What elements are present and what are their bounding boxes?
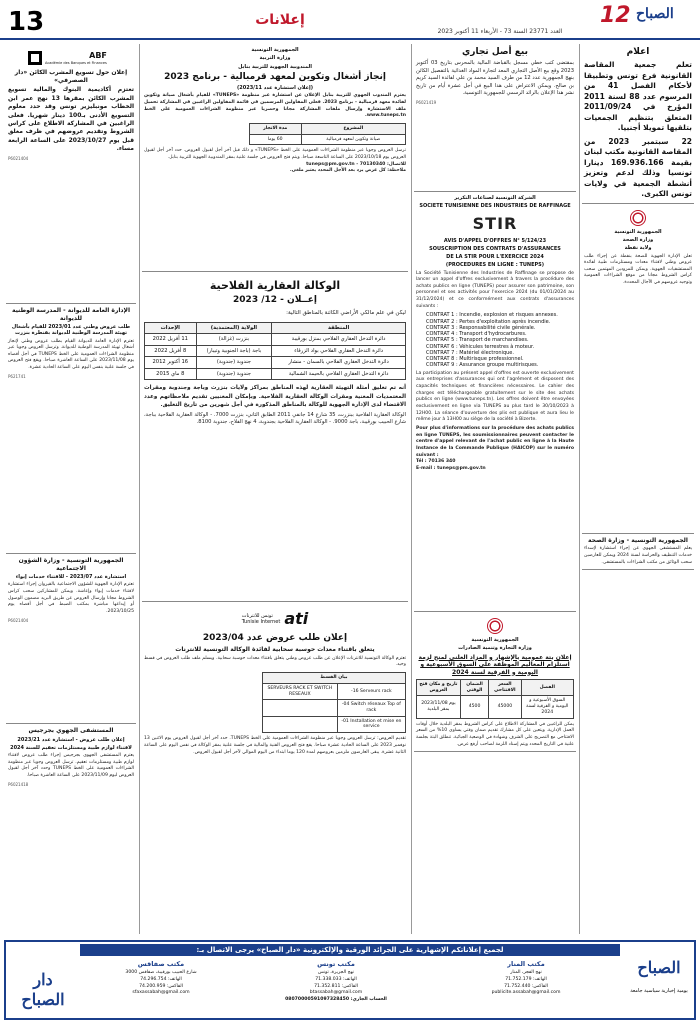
table-cell: -16 Serveurs rack: [337, 683, 405, 699]
table-cell: [262, 700, 337, 716]
ad-line-1: الجمهورية التونسية: [251, 47, 299, 53]
zones-table: [144, 322, 406, 381]
table-header: الفصل: [521, 680, 573, 696]
ad-body: تعتزم أكاديمية البنوك والمالية تسويغ المشرب الكائن بمقرها 13 نهج عمر ابن الخطاب مونبليزير تونس وقد حدد معلوم التسويغ الأدنى بـ100 دينار شهريا. فعلى الراغبين في المشاركة الاطلاع على كراس الشروط وتقديم عروضهم في ظرف مغلق قبل يوم 2023/10/27 على الساعة الرابعة مساء.: [8, 86, 135, 153]
ad-body: أنه تم تعليق أمثلة التهيئة العقارية لهذه المناطق بمراكز ولايات بنزرت وباجة وجندوبة ومقرات المعتمديات المعنية ومقرات الوكالة العقارية الفلاحية. وبإمكان المعنيين تقديم ملاحظاتهم وعدد الاقتضاء لدى الإدارة الجهوية للوكالة بالمناطق المذكورة في أجل شهرين من تاريخ التعليق.: [144, 385, 406, 408]
ad-reference: P6021418: [8, 781, 29, 787]
bank-account: الحساب الجاري: 08070000591097328450: [285, 997, 387, 1003]
emblem-icon: [487, 618, 503, 634]
abf-logo: [28, 51, 134, 65]
table-row: [262, 716, 405, 732]
table-cell: -01 Installation et mise en service: [337, 716, 405, 732]
office-lines: [246, 970, 426, 998]
ad-ministry: وزارة التجارة وتنمية الصادرات: [458, 645, 532, 652]
table-cell: بنزرت (غزالة): [196, 334, 272, 346]
table-cell: دائرة التدخل العقاري الفلاحي بالسمان - منشار: [272, 357, 406, 369]
ati-name-fr: Tunisie Internet: [241, 619, 281, 625]
emblem-icon: [630, 210, 646, 226]
stir-subtitle-2: DE LA STIR POUR L'EXERCICE 2024: [446, 254, 544, 260]
table-cell: جندوبة (جندوبة): [196, 357, 272, 369]
stir-subtitle-3: (PROCEDURES EN LIGNE : TUNEPS): [445, 262, 545, 269]
table-header: مدة الانجاز: [249, 123, 301, 134]
lot-table-header: بيان القسط: [262, 673, 405, 684]
ad-title: إنجاز أشغال وتكوين لمعهد قرمبالية - برنامج 2023: [164, 71, 386, 82]
center-main-column: [142, 44, 408, 934]
ad-contact-footer: [4, 940, 696, 1020]
table-cell: [262, 716, 337, 732]
office-line: الهاتف: 74.296.754: [140, 976, 182, 982]
ati-name-ar: تونس للانترنات: [241, 612, 273, 619]
table-header: تاريخ و مكان فتح العروض: [417, 680, 461, 696]
stir-logo-text: STIR: [472, 213, 518, 233]
office-line: sfaxassabah@gmail.com: [132, 990, 190, 996]
table-row: [262, 683, 405, 699]
ad-hospital-consult: [582, 534, 694, 570]
office-lines: [436, 970, 616, 998]
ad-land-agency: [142, 272, 408, 602]
ad-social-affairs: [6, 554, 136, 724]
ad-body: تعتزم الإدارة العامة للديوانة القيام بطلب عروض وطني لإنجاز أشغال تهيئة المدرسة الوطنية للديوانة. وترسل العروض وجوبا عبر منظومة الشراءات العمومية على الخط TUNEPS في أجل أقصاه يوم 2023/11/08 على الساعة العاشرة صباحا. ويقع فتح العروض في جلسة علنية بنفس اليوم على الساعة الحادية عشرة.: [8, 338, 135, 371]
office-line: الفاكس: 71.752.440: [504, 983, 548, 989]
page-number: 13: [8, 7, 45, 37]
ad-subtitle-2: لاقتناء لوازم طبية ومستلزمات تعقيم للسنة 2024: [10, 744, 132, 751]
footer-logo-left: [10, 956, 76, 1016]
ad-education-works: [142, 44, 408, 272]
ad-body: تعتزم الإدارة الجهوية للشؤون الاجتماعية بالقيروان إجراء استشارة لاقتناء خدمات إيواء وإعاشة. ويمكن للمشاركين سحب كراس الشروط مجانا وإرسال العروض عن طريق البريد مضمون الوصول أو إيداعها مباشرة بمكتب الضبط في أجل أقصاه يوم 2023/10/25.: [8, 582, 134, 614]
ad-contact: للاتصال: 70130340 - tuneps@pm.gov.tn: [306, 161, 406, 167]
stir-contract-list: [426, 312, 574, 368]
ad-title: إعلان حول تسويغ المشرب الكائن «دار الصصرفي»: [14, 69, 128, 84]
contract-item: CONTRAT 7 : Matériel électronique.: [426, 349, 514, 356]
table-cell: 16 أكتوبر 2012: [145, 357, 197, 369]
ad-subtitle: إعلان طلب عروض - استشارة عدد 2023/21: [17, 736, 125, 743]
table-row: [262, 700, 405, 716]
office-name: مكتب صفاقس: [137, 960, 185, 968]
ad-notice-funding: [582, 44, 694, 204]
office-line: btassabah@gmail.com: [309, 990, 363, 996]
ad-emblem-label: الجمهورية التونسية: [471, 637, 519, 643]
table-cell: -04 Switch réseaux Top of rack: [337, 700, 405, 716]
office-line: الفاكس: 71.352.811: [314, 983, 358, 989]
ad-subtitle: استشارة عدد 2023/07 - للاقتناء خدمات إيواء: [15, 574, 127, 580]
stir-contact-label: Pour plus d'informations sur la procédure des achats publics en ligne TUNEPS, les soumissionnaires peuvent contacter le centre d'appel relevant de l'achat public en ligne à la Haute Instance de la Commande Publique (HAICOP) sur le numéro suivant :: [416, 425, 574, 458]
contract-item: CONTRAT 1 : Incendie, explosion et risques annexes.: [426, 312, 558, 319]
ad-title: الجمهورية التونسية - وزارة الشؤون الاجتماعية: [18, 557, 124, 572]
abf-logo-icon: [28, 51, 42, 65]
stir-company-ar: الشركة التونسية لصناعات التكرير: [454, 195, 536, 201]
ad-health-tender: [582, 204, 694, 534]
table-cell: 60 يوما: [249, 134, 301, 145]
ad-subtitle: يتعلق باقتناء معدات حوسبة سحابية لفائدة الوكالة التونسية للانترنات: [175, 646, 375, 654]
ad-subtitle: (إعلان استشارة عدد 2023/11): [236, 85, 314, 91]
lot-table: [262, 672, 406, 733]
footer-logo-right: [624, 946, 694, 1016]
table-header: الولاية (المعتمدية): [196, 322, 272, 334]
ad-reference: P6021419: [416, 99, 437, 105]
abf-logo-text: ABF: [89, 51, 107, 60]
office-line: شارع الحبيب بورقيبة، صفاقس 3000: [125, 969, 197, 975]
office-lines: [86, 970, 236, 998]
ad-ministry: وزارة الصحة: [622, 237, 654, 243]
table-cell: دائرة التدخل العقاري الفلاحي بمنزل بورقيبة: [272, 334, 406, 346]
ad-body-2: 22 سبتمبر 2023 من المقاصة القانونية مكتب لبنان بقيمة 169.936.166 دينارا تونسيا وذلك لدعم وتعزيز أنشطة الجمعية في ولايات تونس الكبرى.: [584, 136, 692, 199]
ad-stir-tender: [414, 192, 576, 612]
table-cell: 8 ماي 2015: [145, 368, 197, 380]
table-row: [145, 345, 406, 357]
ad-title: الوكالة العقارية الفلاحية: [209, 279, 341, 292]
office-sfax: [86, 960, 236, 1018]
ati-logo-text: ati: [284, 609, 309, 628]
stir-tel: Tél : 70136 340: [416, 459, 456, 465]
ad-body: يمكن للراغبين في المشاركة الاطلاع على كراس الشروط بمقر البلدية خلال أوقات العمل الإدارية. ويتعين على كل مشارك تقديم ضمان وقتي يساوي 10% من السعر الافتتاحي مع التصريح على الشرف وشهادة في الوضعية الجبائية. تنطلق البتة بجلسة علنية في التاريخ المحدد ويتم إسناد اللزمة لصاحب أرفع عرض.: [416, 721, 574, 747]
ad-body: يعتزم المندوب الجهوي للتربية بنابل الإعلان عن استشارة عبر منظومة «TUNEPS» للقيام بأشغال صيانة وتكوين لفائدة معهد قرمبالية - برنامج 2023. فعلى المقاولين المرسمين في قائمة المقاولين الراغبين في المشاركة تحميل ملف الاستشارة وإرسال ملفات المشاركة مجانا وحصريا عبر منظومة الشراءات العمومية على الخط www.tuneps.tn.: [144, 93, 406, 119]
section-title: إعلانات: [255, 12, 305, 28]
footer-logo-left-text: دار الصباح: [21, 970, 65, 1009]
stir-intro: La Société Tunisienne des Industries de Raffinage se propose de lancer un appel d'offres exclusivement à travers la procédure des achats publics en ligne (TUNEPS) pour assurer son patrimoine, son personnel et ses activités pour l'exercice 2024 (du 01/01/2024 au 31/12/2024) et ce conformément aux contrats d'assurances suivants :: [416, 270, 574, 309]
ad-reference: P6021404: [8, 155, 29, 161]
footer-logo-right-text: الصباح: [637, 958, 681, 977]
ad-title: بيع أصل تجاري: [462, 47, 528, 57]
ad-body: تعلن الإدارة الجهوية للصحة بنفطة عن إجراء طلب عروض وطني لاقتناء معدات ومستلزمات طبية لفائدة المستشفيات الجهوية. ويمكن للمزودين المهتمين سحب كراس الشروط مجانا من موقع الشراءات العمومية وتوجيه عروضهم في الآجال المحددة.: [584, 253, 692, 286]
table-cell: يوم 2023/11/08 بمقر البلدية: [417, 696, 461, 718]
office-line: نهج الجزيرة، تونس: [318, 969, 354, 975]
ad-intro: ليكن في علم مالكي الأراضي الكائنة بالمناطق التالية:: [286, 310, 406, 316]
ad-body: تقديم العروض: ترسل العروض وجوبا عبر منظومة الشراءات العمومية على الخط TUNEPS. حدد آخر أجل لقبول العروض يوم الاثنين 13 نوفمبر 2023 على الساعة الحادية عشرة صباحا. يقع فتح العروض الفنية والمالية في جلسة علنية بمقر الوكالة في نفس اليوم على الساعة الثانية عشرة. يبقى العارضون ملزمين بعروضهم لمدة 120 يوما ابتداء من اليوم الموالي لآخر أجل لقبول العروض.: [144, 736, 406, 755]
ad-subtitle: إعــلان - 12/ 2023: [233, 294, 317, 305]
ad-line-2: وزارة التربية: [259, 55, 291, 62]
office-line: publicite.assabah@gmail.com: [491, 990, 561, 996]
table-cell: 45000: [489, 696, 521, 718]
table-cell: جندوبة (جندوبة): [196, 368, 272, 380]
table-row: [145, 334, 406, 346]
contract-item: CONTRAT 6 : Véhicules terrestres à moteur.: [426, 343, 535, 350]
page-header: [0, 0, 700, 40]
table-cell: SERVEURS RACK ET SWITCH RESEAUX: [262, 683, 337, 699]
stir-email: E-mail : tuneps@pm.gov.tn: [416, 465, 486, 471]
ad-intro: تعتزم الوكالة التونسية للانترنات الإعلان عن طلب عروض وطني يتعلق باقتناء معدات حوسبة سحابية. ويسلم ملف طلب العروض في قسط وحيد.: [144, 655, 406, 668]
newspaper-logo: [600, 2, 696, 36]
table-header: المشروع: [301, 123, 405, 134]
table-row: [417, 696, 574, 718]
stir-logo: [416, 214, 574, 234]
auction-table: [416, 679, 574, 719]
table-row: [249, 134, 405, 145]
ad-title: اعلام: [626, 47, 650, 57]
table-cell: دائرة التدخل العقاري الفلاحي بالحيمة الشمالية: [272, 368, 406, 380]
table-cell: 11 أفريل 2022: [145, 334, 197, 346]
issue-date: العدد 23771 السنة 73 - الأربعاء 11 أكتوبر 2023: [437, 28, 563, 35]
ad-market-auction: [414, 612, 576, 752]
center-right-column: [414, 44, 576, 934]
ad-note: ملاحظة: كل عرض يرد بعد الأجل المحدد يعتبر ملغى.: [289, 168, 406, 174]
stir-body: La participation au présent appel d'offres est ouverte exclusivement aux entreprises d'assurances qui ont l'agrément et disposent des capacités techniques et financières nécessaires. Le cahier des charges est téléchargeable gratuitement sur le site des achats publics en ligne (www.tuneps.tn). Les offres doivent être envoyées exclusivement en ligne via TUNEPS au plus tard le 30/10/2023 à 12H00. La séance d'ouverture des plis est publique et aura lieu le même jour à 13H00 au siège de la société à Bizerte.: [416, 370, 574, 423]
ad-subtitle: طلب عروض وطني عدد 2023/01 للقيام بأشغال تهيئة المدرسة الوطنية للديوانة بقنطرة بنزرت: [11, 324, 131, 337]
office-name: مكتب تونس: [317, 960, 355, 968]
ad-business-sale: [414, 44, 576, 192]
ad-body: بمقتضى كتب خطي مسجل بالقباضة المالية بالمحرس بتاريخ 03 أكتوبر 2023 وقع بيع الأصل التجاري المعد لتجارة المواد الغذائية بالتفصيل الكائن بنهج الجمهورية عدد 12 من طرف السيد محمد بن علي لفائدة السيد كريم بن صالح. ويمكن الاعتراض على هذا البيع في أجل عشرة أيام من تاريخ نشر هذا الإعلان بالرائد الرسمي للجمهورية التونسية.: [416, 60, 574, 97]
footer-logo-caption: يومية إخبارية سياسية جامعة: [630, 988, 688, 994]
ad-title: الإدارة العامة للديوانة - المدرسة الوطنية للديوانة: [11, 307, 131, 322]
ad-emblem-label: الجمهورية التونسية: [614, 228, 662, 235]
office-line: الهاتف: 71.338.033: [315, 976, 357, 982]
stir-company-fr: SOCIETE TUNISIENNE DES INDUSTRIES DE RAFFINAGE: [419, 203, 571, 210]
ad-title: إعلان بتة عمومية بالإشهار و المزاد العلني لمنح لزمة استلزام المعاليم الموظفة على السوق الأسبوعية و اليومية و الفرقية لسنة 2024: [418, 653, 572, 676]
ad-body: تعلم جمعية المقاصة القانونية فرع تونس وتطبيقا لأحكام الفصل 41 من المرسوم عدد 88 لسنة 2011 المؤرخ في 2011/09/24 المتعلق بتنظيم الجمعيات بتلقيها تمويلا أجنبيا.: [584, 60, 692, 133]
ad-zarzis-hospital: [6, 724, 136, 790]
ad-title: الجمهورية التونسية - وزارة الصحة: [588, 536, 688, 544]
office-line: نهج الفجر، المنار: [510, 969, 542, 975]
project-table: [249, 123, 406, 145]
contract-item: CONTRAT 5 : Transport de marchandises.: [426, 337, 529, 344]
table-row: [145, 368, 406, 380]
ad-customs-tender: [6, 304, 136, 554]
ad-reference: P621741: [8, 373, 26, 379]
office-tunis: [246, 960, 426, 1018]
table-header: الإحداث: [145, 322, 197, 334]
logo-number: 12: [600, 3, 631, 28]
ati-caption: [242, 613, 281, 626]
stir-subtitle-1: SOUSCRIPTION DES CONTRATS D'ASSURANCES: [429, 245, 561, 252]
table-cell: باجة (باجة الجنوبية وتيبار): [196, 345, 272, 357]
contract-item: CONTRAT 4 : Transport d'hydrocarbures.: [426, 331, 527, 338]
ad-ati-tender: [142, 602, 408, 759]
ad-line-3: المندوبية الجهوية للتربية بنابل: [238, 63, 312, 70]
contract-item: CONTRAT 3 : Responsabilité civile générale.: [426, 324, 536, 331]
office-line: الهاتف: 71.752.179: [505, 976, 547, 982]
table-row: [145, 357, 406, 369]
table-header: الضمان الوقتي: [460, 680, 488, 696]
table-cell: 4500: [460, 696, 488, 718]
footer-banner: لجميع إعلاناتكم الإشهارية على الجرائد الورقية والإلكترونية «دار الصباح» يرجى الاتصال بـ:: [80, 944, 620, 956]
ad-reference: P6021404: [8, 617, 29, 623]
table-header: السعر الافتتاحي: [489, 680, 521, 696]
table-cell: السوق الأسبوعية و اليومية و الفرقية لسنة 2024: [521, 696, 573, 718]
contract-item: CONTRAT 9 : Assurance groupe multirisques.: [426, 362, 539, 369]
ad-title: المستشفى الجهوي بجرجيس: [28, 727, 114, 734]
table-header: المنطقة: [272, 322, 406, 334]
office-manar: [436, 960, 616, 1018]
ad-addresses: الوكالة العقارية الفلاحية ببنزرت، 35 شارع 14 جانفي 2011 الطابق الثاني، بنزرت 7000. - الوكالة العقارية الفلاحية بباجة، شارع الحبيب بورقيبة، باجة 9000. - الوكالة العقارية الفلاحية بجندوبة، 4 نهج الفلاح، جندوبة 8100.: [144, 411, 407, 426]
ad-body-2: ترسل العروض وجوبا عبر منظومة الشراءات العمومية على الخط «TUNEPS» و ذلك قبل آخر أجل لقبول العروض. حدد آخر أجل لقبول العروض يوم 2023/10/18 على الساعة التاسعة صباحا. ويتم فتح العروض في جلسة علنية بمقر المندوبية الجهوية للتربية بنابل.: [144, 148, 406, 160]
ad-body: يعتزم المستشفى الجهوي بجرجيس إجراء طلب عروض لاقتناء لوازم طبية ومستلزمات تعقيم. ترسل العروض وجوبا عبر منظومة الشراءات العمومية على الخط TUNEPS وحدد آخر أجل لقبول العروض ليوم 2023/11/09 على الساعة العاشرة صباحا.: [8, 753, 135, 778]
contract-item: CONTRAT 8 : Multirisque professionnel.: [426, 356, 524, 363]
left-column: [6, 44, 136, 934]
contract-item: CONTRAT 2 : Pertes d'exploitation après incendie.: [426, 318, 551, 325]
office-line: الفاكس: 74.200.959: [139, 983, 183, 989]
logo-word: الصباح: [636, 6, 674, 22]
ad-body: يعلم المستشفى الجهوي عن إجراء استشارة لإسداء خدمات التنظيف والحراسة لسنة 2024 ويمكن للعارضين سحب الوثائق من مكتب الشراءات بالمستشفى.: [584, 546, 692, 565]
ati-logo: [144, 609, 406, 629]
stir-avis: AVIS D'APPEL D'OFFRES N° 5/124/23: [443, 237, 547, 244]
table-cell: دائرة التدخل العقاري الفلاحي بواد الزرقاء: [272, 345, 406, 357]
table-cell: صيانة وتكوين لمعهد قرمبالية: [301, 134, 405, 145]
table-cell: 8 أفريل 2022: [145, 345, 197, 357]
office-name: مكتب المنار: [507, 960, 545, 968]
abf-caption: Académie des Banques et Finances: [45, 61, 107, 65]
ad-title: إعلان طلب عروض عدد 2023/04: [202, 633, 348, 643]
right-column: [582, 44, 694, 934]
ad-abf-lease: [6, 44, 136, 304]
ad-region: ولاية نفطة: [624, 245, 652, 252]
